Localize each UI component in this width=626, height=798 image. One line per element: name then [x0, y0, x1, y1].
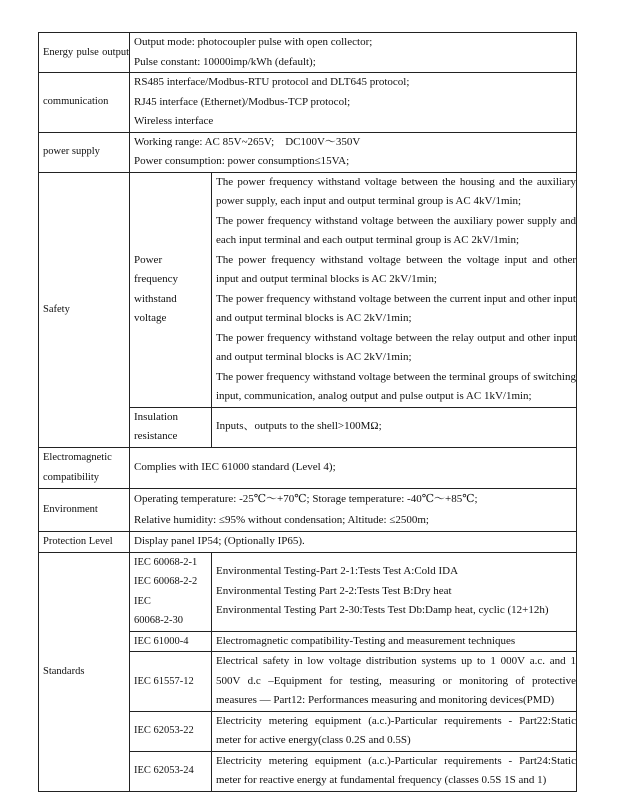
withstand-values	[212, 172, 577, 407]
standard-desc-line: Environmental Testing-Part 2-1:Tests Test A:Cold IDA	[216, 565, 459, 578]
withstand-item: The power frequency withstand voltage between the voltage input and other input and output terminal blocks is AC 2kV/1min;	[216, 253, 576, 285]
row-standards-1	[39, 552, 577, 631]
standard-code: IEC 61557-12	[130, 652, 212, 712]
communication-line-3: Wireless interface	[134, 115, 214, 127]
standard-code: IEC 61000-4	[130, 631, 212, 652]
emc-value: Complies with IEC 61000 standard (Level 4);	[130, 447, 577, 488]
row-power-supply	[39, 132, 577, 172]
row-communication	[39, 73, 577, 133]
communication-line-2: RJ45 interface (Ethernet)/Modbus-TCP protocol;	[134, 95, 351, 108]
environment-values	[130, 488, 577, 531]
withstand-label: Power frequency withstand voltage	[130, 172, 212, 407]
standard-description: Electricity metering equipment (a.c.)-Particular requirements - Part22:Static meter for active energy(class 0.2S and 0.5S)	[212, 711, 577, 751]
energy-pulse-line-2: Pulse constant: 10000imp/kWh (default);	[134, 55, 316, 68]
insulation-label: Insulation resistance	[130, 407, 212, 447]
standard-code: IEC 60068-2-1	[134, 556, 198, 568]
standard-code: 60068-2-30	[134, 615, 183, 626]
withstand-item: The power frequency withstand voltage between the auxiliary power supply and each input terminal and each output terminal group is AC 2kV/1min;	[216, 214, 576, 246]
power-supply-values	[130, 132, 577, 172]
standard-desc-line: Environmental Testing Part 2-30:Tests Test Db:Damp heat, cyclic (12+12h)	[216, 604, 549, 617]
withstand-item: The power frequency withstand voltage between the current input and other input and output terminal blocks is AC 2kV/1min;	[216, 292, 576, 324]
category-communication: communication	[39, 73, 130, 133]
environment-line-1: Operating temperature: -25℃～+70℃; Storage temperature: -40℃～+85℃;	[134, 492, 478, 505]
category-standards: Standards	[39, 552, 130, 791]
power-supply-line-1: Working range: AC 85V~265V; DC100V～350V	[134, 135, 361, 148]
category-power-supply: power supply	[39, 132, 130, 172]
standard-description: Electricity metering equipment (a.c.)-Particular requirements - Part24:Static meter for reactive energy at fundamental frequency (classes 0.5S 1S and 1)	[212, 751, 577, 791]
category-protection: Protection Level	[39, 531, 130, 552]
standard-code: IEC	[134, 595, 151, 607]
row-environment	[39, 488, 577, 531]
standard-codes	[130, 552, 212, 631]
protection-value: Display panel IP54; (Optionally IP65).	[130, 531, 577, 552]
standard-description: Electrical safety in low voltage distribution systems up to 1 000V a.c. and 1 500V d.c –Equipment for testing, measuring or monitoring of protective measures — Part12: Performances measuring and monitoring devices(PMD)	[212, 652, 577, 712]
standard-desc-line: Environmental Testing Part 2-2:Tests Test B:Dry heat	[216, 584, 452, 597]
standard-description	[212, 552, 577, 631]
withstand-item: The power frequency withstand voltage between the relay output and other input and output terminal blocks is AC 2kV/1min;	[216, 331, 576, 363]
row-protection	[39, 531, 577, 552]
row-safety-withstand	[39, 172, 577, 407]
category-environment: Environment	[39, 488, 130, 531]
standard-code: IEC 62053-22	[130, 711, 212, 751]
row-energy-pulse	[39, 33, 577, 73]
standard-code: IEC 60068-2-2	[134, 576, 198, 587]
category-safety: Safety	[39, 172, 130, 447]
communication-line-1: RS485 interface/Modbus-RTU protocol and DLT645 protocol;	[134, 76, 410, 88]
standard-description: Electromagnetic compatibility-Testing and measurement techniques	[212, 631, 577, 652]
energy-pulse-line-1: Output mode: photocoupler pulse with open collector;	[134, 36, 373, 48]
communication-values	[130, 73, 577, 133]
category-emc: Electromagnetic compatibility	[39, 447, 130, 488]
power-supply-line-2: Power consumption: power consumption≤15VA;	[134, 155, 350, 167]
withstand-item: The power frequency withstand voltage between the housing and the auxiliary power supply, each input and output terminal group is AC 4kV/1min;	[216, 175, 576, 207]
energy-pulse-values	[130, 33, 577, 73]
environment-line-2: Relative humidity: ≤95% without condensation; Altitude: ≤2500m;	[134, 513, 429, 526]
insulation-value: Inputs、outputs to the shell>100MΩ;	[212, 407, 577, 447]
row-emc	[39, 447, 577, 488]
standard-code: IEC 62053-24	[130, 751, 212, 791]
withstand-item: The power frequency withstand voltage between the terminal groups of switching input, communication, analog output and pulse output is AC 1kV/1min;	[216, 370, 576, 402]
category-energy-pulse: Energy pulse output	[39, 33, 130, 73]
specification-table	[38, 32, 577, 792]
